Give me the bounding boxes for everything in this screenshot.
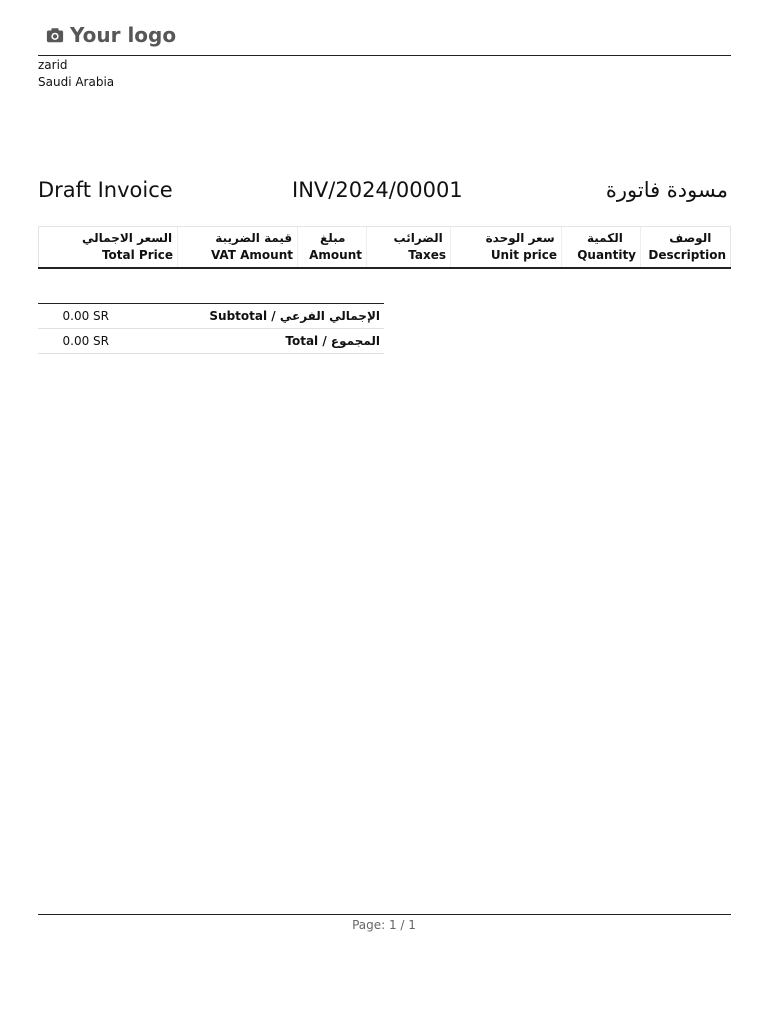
column-quantity: الكمية Quantity — [562, 227, 641, 269]
invoice-title-en: Draft Invoice — [38, 178, 173, 202]
company-country: Saudi Arabia — [38, 75, 115, 89]
subtotal-row — [38, 304, 384, 329]
invoice-title-ar: مسودة فاتورة — [605, 178, 728, 202]
page-number: Page: 1 / 1 — [352, 918, 416, 932]
footer-divider — [38, 914, 731, 915]
totals-table — [38, 303, 384, 354]
invoice-title-row — [38, 176, 730, 206]
table-header-row — [39, 227, 731, 269]
invoice-number: INV/2024/00001 — [292, 178, 463, 202]
company-logo — [46, 21, 176, 49]
logo-text: Your logo — [70, 23, 177, 47]
invoice-lines-table — [38, 226, 731, 269]
column-unit-price: سعر الوحدة Unit price — [451, 227, 562, 269]
camera-icon — [46, 26, 64, 44]
column-amount: مبلغ Amount — [298, 227, 367, 269]
column-total-price: السعر الاجمالي Total Price — [39, 227, 178, 269]
column-vat-amount: قيمة الضريبة VAT Amount — [178, 227, 298, 269]
subtotal-label: Subtotal / الإجمالي الفرعي — [209, 309, 380, 323]
column-taxes: الضرائب Taxes — [367, 227, 451, 269]
company-address — [38, 57, 114, 91]
company-name: zarid — [38, 58, 68, 72]
total-value: 0.00 SR — [62, 334, 109, 348]
total-row — [38, 329, 384, 354]
header-divider — [38, 55, 731, 56]
total-label: Total / المجموع — [285, 334, 380, 348]
subtotal-value: 0.00 SR — [62, 309, 109, 323]
column-description: الوصف Description — [641, 227, 731, 269]
